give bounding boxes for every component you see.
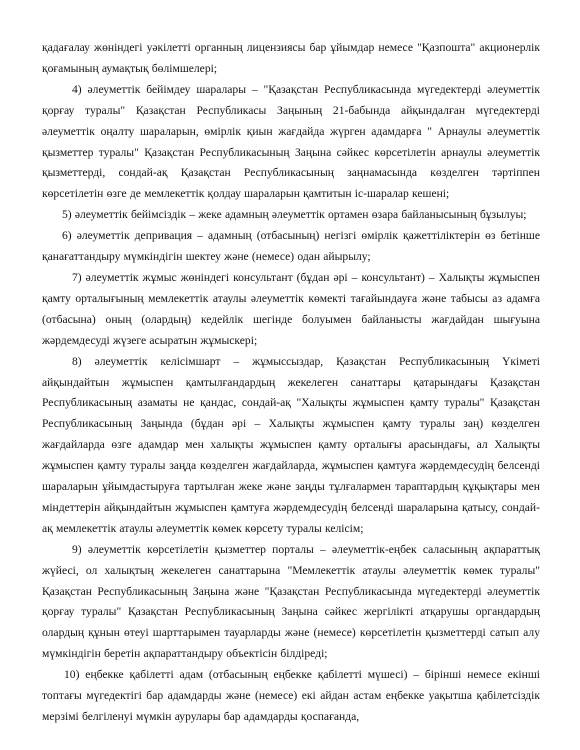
paragraph-item-10: 10) еңбекке қабілетті адам (отбасының еңбекке қабілетті мүшесі) – бірінші немесе екінші топтағы мүгедектігі бар адамдарды және (немесе) екі айдан астам еңбекке уақытша қабілетсіздік мерзімі белгіленуі мүмкін аурулары бар адамдарды қоспағанда, [42,668,540,723]
paragraph-continuation: қадағалау жөніндегі уәкілетті органның лицензиясы бар ұйымдар немесе "Қазпошта" акционерлік қоғамының аумақтық бөлімшелері; [42,41,540,75]
paragraph-item-4: 4) әлеуметтік бейімдеу шаралары – "Қазақстан Республикасында мүгедектерді әлеуметтік қорғау туралы" Қазақстан Республикасы Заңының 21-бабында айқындалған мүгедектерді әлеуметтік оңалту шараларын, өмірлік қиын жағдайда жүрген адамдарға " Арнаулы әлеуметтік қызметтер туралы" Қазақстан Республикасының Заңына сәйкес көрсетілетін арнаулы әлеуметтік қызметтерді, сондай-ақ Қазақстан Республикасының заңнамасында көзделген тәртіппен көрсетілетін өзге де мемлекеттік қолдау шараларын қамтитын іс-шаралар кешені; [42,82,540,201]
paragraph-item-7: 7) әлеуметтік жұмыс жөніндегі консультант (бұдан әрі – консультант) – Халықты жұмыспен қамту орталығының мемлекеттік атаулы әлеуметтік көмекті тағайындауға және табысы аз адамға (отбасына) оның (олардың) кедейлік шегінде болуымен байланысты жағдайдан шығуына жәрдемдесуді жүзеге асыратын жұмыскері; [42,270,540,347]
paragraph-item-8: 8) әлеуметтік келісімшарт – жұмыссыздар, Қазақстан Республикасының Үкіметі айқындайтын жұмыспен қамтылғандардың жекелеген санаттары қатарындағы Қазақстан Республикасының азаматы не қандас, сондай-ақ "Халықты жұмыспен қамту туралы" Қазақстан Республикасының Заңында (бұдан әрі – Халықты жұмыспен қамту туралы заң) көзделген жағдайларда өзге адамдар мен халықты жұмыспен қамту орталығы арасындағы, ал Халықты жұмыспен қамту туралы заңда көзделген жағдайларда, жұмыспен қамтуға жәрдемдесудің белсенді шараларын ұйымдастыруға тартылған жеке және заңды тұлғалармен тараптардың құқықтары мен міндеттерін айқындайтын жұмыспен қамтуға жәрдемдесудің белсенді шараларына қатысу, сондай-ақ мемлекеттік атаулы әлеуметтік көмек көрсету туралы келісім; [42,354,540,535]
paragraph-item-9: 9) әлеуметтік көрсетілетін қызметтер порталы – әлеуметтік-еңбек саласының ақпараттық жүйесі, ол халықтың жекелеген санаттарына "Мемлекеттік атаулы әлеуметтік көмек туралы" Қазақстан Республикасының Заңына және "Қазақстан Республикасында мүгедектерді әлеуметтік қорғау туралы" Қазақстан Республикасының Заңына сәйкес жергілікті атқарушы органдардың олардың құнын өтеуі шарттарымен тауарларды және (немесе) көрсетілетін қызметтерді сатып алу мүмкіндігін беретін ақпараттандыру объектісін білдіреді; [42,542,540,661]
paragraph-item-5: 5) әлеуметтік бейімсіздік – жеке адамның әлеуметтік ортамен өзара байланысының бұзылуы; [62,208,527,222]
paragraph-item-6: 6) әлеуметтік депривация – адамның (отбасының) негізгі өмірлік қажеттіліктерін өз бетінше қанағаттандыру мүмкіндігін шектеу және (немесе) одан айырылу; [42,229,540,264]
